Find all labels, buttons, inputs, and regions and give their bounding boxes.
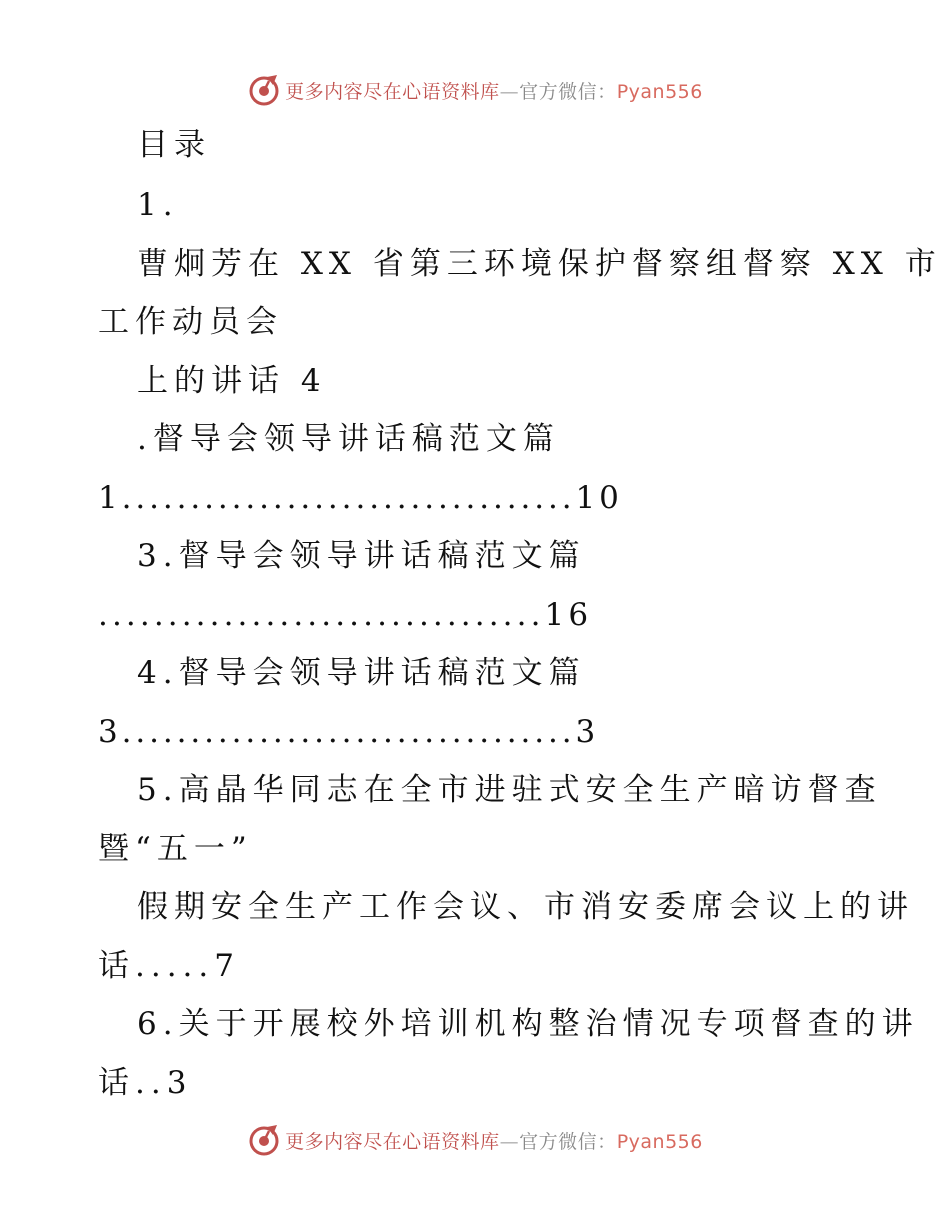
banner-wechat-label: 官方微信： — [519, 80, 617, 103]
toc-line-3: 工作动员会 — [98, 304, 283, 340]
banner-text — [285, 1127, 703, 1154]
toc-line-9: 4.督导会领导讲话稿范文篇 — [137, 655, 586, 691]
toc-line-6: 1.................................10 — [98, 480, 623, 516]
toc-title: 目录 — [137, 127, 211, 163]
toc-line-2: 曹炯芳在 XX 省第三环境保护督察组督察 XX 市 — [137, 246, 942, 282]
toc-line-7: 3.督导会领导讲话稿范文篇 — [137, 538, 586, 574]
pen-circle-logo-icon — [247, 1123, 281, 1157]
toc-line-1: 1. — [137, 187, 179, 223]
toc-line-11: 5.高晶华同志在全市进驻式安全生产暗访督查 — [137, 772, 882, 808]
toc-line-10: 3.................................3 — [98, 714, 600, 750]
footer-banner — [0, 1120, 950, 1160]
toc-line-4: 上的讲话 4 — [137, 363, 327, 399]
toc-line-13: 假期安全生产工作会议、市消安委席会议上的讲 — [137, 889, 914, 925]
banner-main-text: 更多内容尽在心语资料库 — [285, 80, 500, 103]
banner-text — [285, 77, 703, 104]
toc-line-5: .督导会领导讲话稿范文篇 — [137, 421, 560, 457]
banner-dash: — — [499, 1130, 520, 1153]
toc-line-16: 话..3 — [98, 1065, 193, 1101]
banner-wechat-label: 官方微信： — [519, 1130, 617, 1153]
pen-circle-logo-icon — [247, 73, 281, 107]
toc-line-15: 6.关于开展校外培训机构整治情况专项督查的讲 — [137, 1006, 919, 1042]
banner-wechat-id: Pyan556 — [616, 1130, 703, 1153]
banner-main-text: 更多内容尽在心语资料库 — [285, 1130, 500, 1153]
banner-dash: — — [499, 80, 520, 103]
banner-wechat-id: Pyan556 — [616, 80, 703, 103]
toc-line-8: ................................16 — [98, 597, 593, 633]
toc-line-14: 话.....7 — [98, 948, 240, 984]
header-banner — [0, 70, 950, 110]
toc-line-12: 暨“五一” — [98, 831, 253, 867]
